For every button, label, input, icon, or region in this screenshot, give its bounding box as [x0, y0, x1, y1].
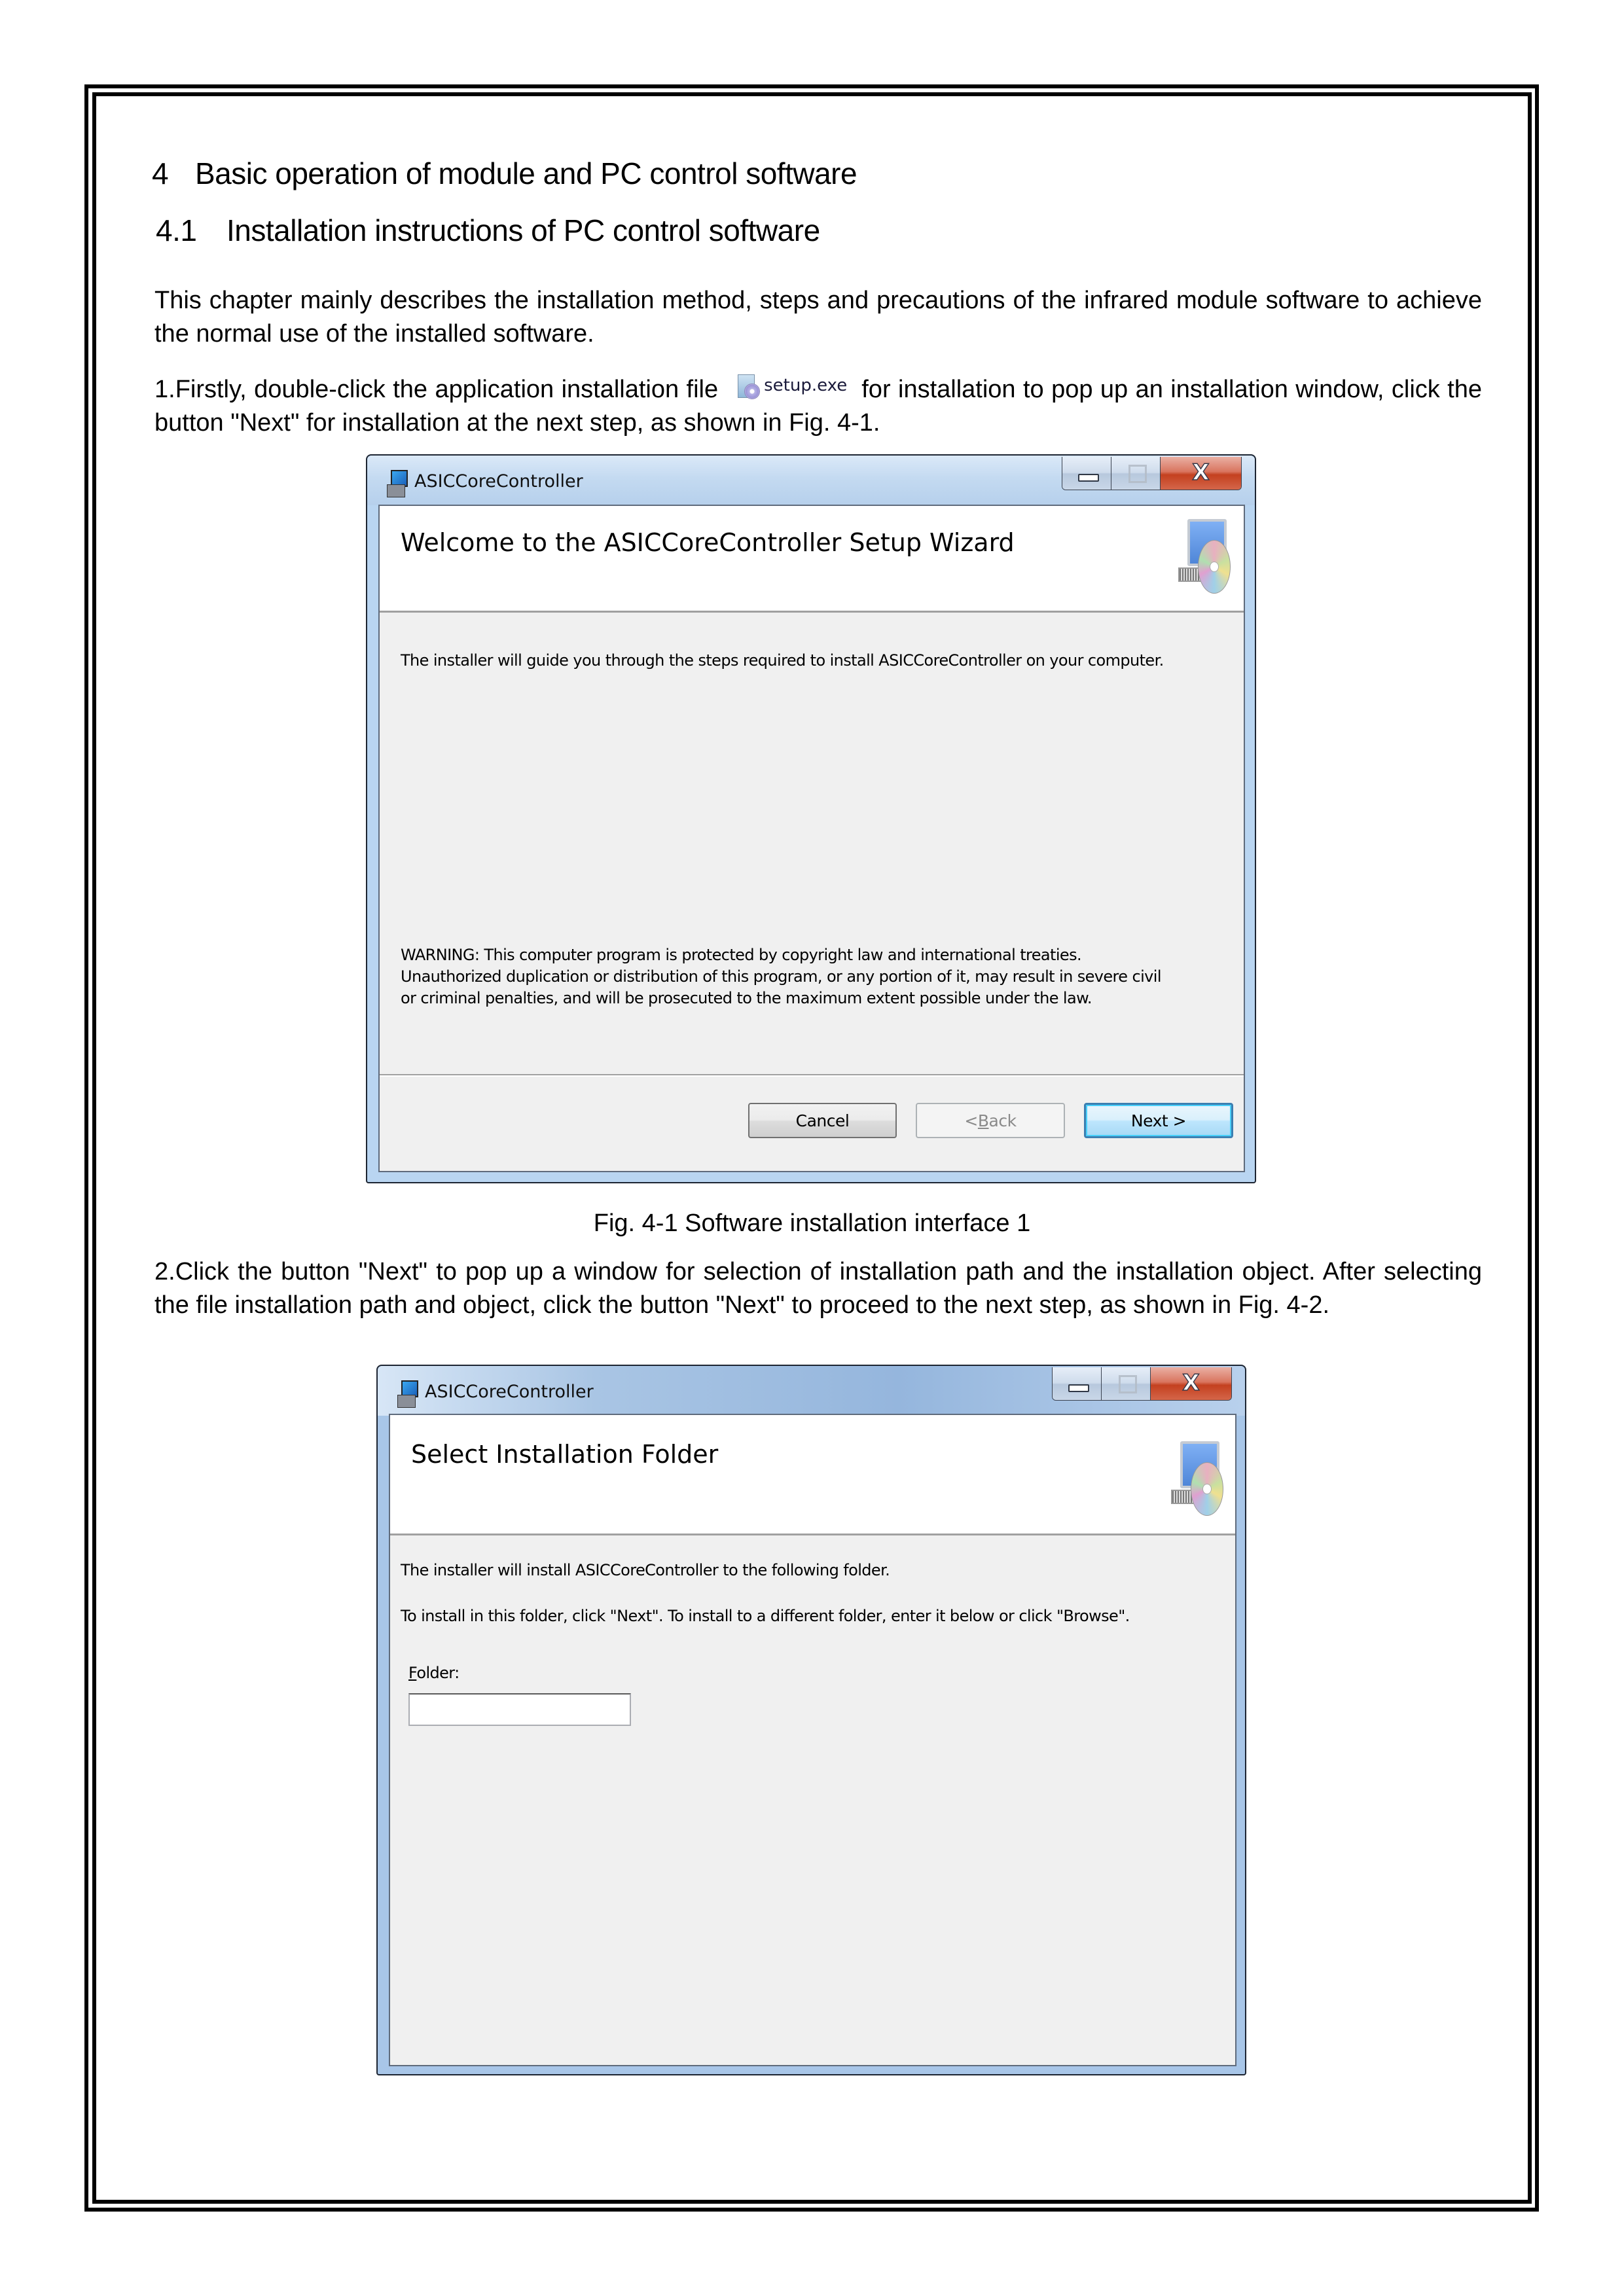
dialog-content [389, 1414, 1236, 2066]
installer-app-icon [392, 1379, 418, 1407]
back-button[interactable] [916, 1103, 1065, 1138]
wizard-banner [380, 506, 1244, 613]
back-label: ack [988, 1111, 1017, 1130]
close-icon: X [1192, 459, 1210, 486]
warning-line-3: or criminal penalties, and will be prosecuted to the maximum extent possible under the law. [401, 989, 1092, 1007]
installer-app-icon [382, 469, 408, 496]
window-title: ASICCoreController [414, 471, 583, 492]
chapter-title: Basic operation of module and PC control software [195, 156, 857, 190]
setup-wizard-welcome-dialog [366, 454, 1256, 1183]
window-controls [1062, 457, 1242, 490]
back-arrow: < [964, 1111, 978, 1130]
step2-paragraph: 2.Click the button "Next" to pop up a window for selection of installation path and the installation object. After selecting the file installation path and object, click the button "Next" to proceed to the next step, as shown in Fig. 4-2. [154, 1258, 1482, 1319]
install-folder-text: The installer will install ASICCoreController to the following folder. [401, 1561, 890, 1579]
folder-path-input[interactable] [408, 1693, 631, 1726]
cancel-button[interactable]: Cancel [748, 1103, 897, 1138]
step1-text-after: for installation to pop up an installation window, click the button "Next" for installation at the next step, as shown in Fig. 4-1. [154, 376, 1483, 437]
setup-exe-label: setup.exe [764, 376, 848, 395]
section-title: Installation instructions of PC control software [226, 213, 820, 247]
section-number: 4.1 [156, 213, 197, 247]
minimize-button[interactable] [1062, 457, 1111, 490]
title-bar[interactable] [367, 456, 1255, 505]
step1-paragraph [154, 373, 1482, 440]
folder-label-text: older: [416, 1664, 460, 1682]
intro-text: The installer will guide you through the steps required to install ASICCoreController on your computer. [401, 651, 1164, 670]
maximize-button [1102, 1367, 1151, 1400]
warning-line-1: WARNING: This computer program is protected by copyright law and international treaties. [401, 946, 1082, 964]
setup-exe-icon [736, 373, 759, 399]
folder-label [408, 1664, 460, 1682]
intro-paragraph: This chapter mainly describes the installation method, steps and precautions of the infrared module software to achieve the normal use of the installed software. [154, 287, 1482, 348]
setup-exe-file [736, 369, 847, 403]
chapter-number: 4 [152, 156, 169, 190]
wizard-banner [390, 1415, 1235, 1535]
close-icon: X [1182, 1370, 1200, 1396]
maximize-icon [1119, 1375, 1137, 1393]
computer-disc-icon [1178, 519, 1231, 592]
dialog-content [378, 505, 1245, 1172]
window-title: ASICCoreController [425, 1382, 594, 1402]
close-button[interactable] [1151, 1367, 1231, 1400]
back-accesskey: B [977, 1111, 989, 1130]
window-controls [1052, 1367, 1232, 1401]
chapter-heading [152, 156, 857, 191]
install-instructions-text: To install in this folder, click "Next". To install to a different folder, enter it below or click "Browse". [401, 1607, 1130, 1625]
section-heading [152, 213, 820, 248]
banner-title: Select Installation Folder [411, 1440, 719, 1469]
folder-accesskey: F [408, 1664, 417, 1682]
next-button[interactable]: Next > [1084, 1103, 1233, 1138]
close-button[interactable] [1161, 457, 1241, 490]
minimize-icon [1078, 474, 1099, 482]
minimize-icon [1068, 1384, 1089, 1392]
title-bar[interactable] [378, 1366, 1245, 1416]
maximize-icon [1128, 465, 1147, 483]
maximize-button [1111, 457, 1161, 490]
computer-disc-icon [1171, 1441, 1223, 1515]
warning-line-2: Unauthorized duplication or distribution of this program, or any portion of it, may result in severe civil [401, 967, 1161, 986]
banner-title: Welcome to the ASICCoreController Setup Wizard [401, 528, 1015, 557]
minimize-button[interactable] [1053, 1367, 1102, 1400]
select-installation-folder-dialog [376, 1365, 1246, 2075]
footer-separator [380, 1074, 1244, 1077]
figure-4-1-caption: Fig. 4-1 Software installation interface 1 [593, 1210, 1031, 1237]
step1-text-before: 1.Firstly, double-click the application installation file [154, 376, 719, 403]
